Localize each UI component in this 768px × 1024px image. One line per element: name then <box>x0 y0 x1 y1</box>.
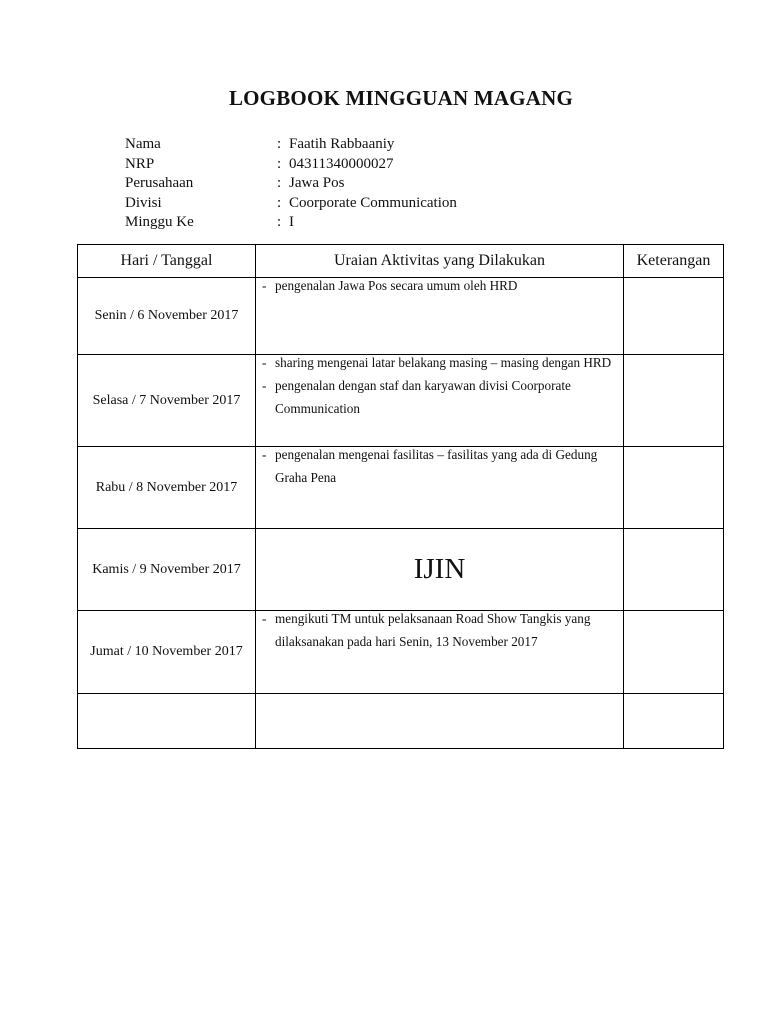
day-cell: Selasa / 7 November 2017 <box>78 355 256 447</box>
activity-cell <box>256 694 624 749</box>
activity-item <box>262 274 619 297</box>
info-colon: : <box>277 175 282 191</box>
intern-info <box>125 135 457 233</box>
activity-text: mengikuti TM untuk pelaksanaan Road Show Tangkis yang dilaksanakan pada hari Senin, 13 November 2017 <box>275 611 591 649</box>
status-ijin: IJIN <box>256 529 624 611</box>
activity-cell <box>256 447 624 529</box>
activity-cell <box>256 611 624 694</box>
day-cell: Jumat / 10 November 2017 <box>78 611 256 694</box>
table-row <box>78 278 724 355</box>
info-value-divisi: Coorporate Communication <box>289 194 457 211</box>
note-cell <box>624 278 724 355</box>
day-cell: Rabu / 8 November 2017 <box>78 447 256 529</box>
activity-text: pengenalan mengenai fasilitas – fasilitas yang ada di Gedung Graha Pena <box>275 447 598 485</box>
activity-cell <box>256 355 624 447</box>
info-row-minggu <box>125 213 457 233</box>
table-row-empty <box>78 694 724 749</box>
header-uraian: Uraian Aktivitas yang Dilakukan <box>256 245 624 278</box>
table-row <box>78 529 724 611</box>
note-cell <box>624 694 724 749</box>
dash: - <box>262 447 267 462</box>
dash: - <box>262 278 267 293</box>
table-header-row <box>78 245 724 278</box>
logbook-table <box>77 244 724 749</box>
document-title: LOGBOOK MINGGUAN MAGANG <box>228 86 574 110</box>
activity-text: sharing mengenai latar belakang masing – masing dengan HRD <box>275 355 612 370</box>
note-cell <box>624 355 724 447</box>
info-label: Perusahaan <box>125 175 194 191</box>
info-row-nrp <box>125 155 457 175</box>
info-value-nrp: 04311340000027 <box>289 155 394 172</box>
day-cell: Senin / 6 November 2017 <box>78 278 256 355</box>
activity-text: pengenalan Jawa Pos secara umum oleh HRD <box>275 278 518 293</box>
activity-item <box>262 443 619 489</box>
info-label: NRP <box>125 155 155 172</box>
dash: - <box>262 611 267 626</box>
info-colon: : <box>277 214 282 230</box>
day-cell: Kamis / 9 November 2017 <box>78 529 256 611</box>
activity-cell <box>256 278 624 355</box>
info-label: Nama <box>125 136 161 152</box>
info-colon: : <box>277 194 282 211</box>
info-row-divisi <box>125 194 457 214</box>
dash: - <box>262 355 267 370</box>
activity-item <box>262 351 619 374</box>
day-cell <box>78 694 256 749</box>
activity-text: pengenalan dengan staf dan karyawan divisi Coorporate Communication <box>275 378 571 416</box>
info-value-nama: Faatih Rabbaaniy <box>289 136 395 152</box>
note-cell <box>624 447 724 529</box>
note-cell <box>624 611 724 694</box>
table-row <box>78 447 724 529</box>
info-row-nama <box>125 135 457 155</box>
info-row-perusahaan <box>125 174 457 194</box>
activity-item <box>262 374 619 420</box>
info-label: Minggu Ke <box>125 214 194 230</box>
table-row <box>78 611 724 694</box>
dash: - <box>262 378 267 393</box>
header-hari: Hari / Tanggal <box>78 245 256 278</box>
header-keterangan: Keterangan <box>624 245 724 278</box>
info-value-minggu: I <box>289 214 294 230</box>
info-colon: : <box>277 136 282 152</box>
table-row <box>78 355 724 447</box>
info-colon: : <box>277 155 282 172</box>
note-cell <box>624 529 724 611</box>
info-value-perusahaan: Jawa Pos <box>289 175 345 191</box>
activity-item <box>262 607 619 653</box>
info-label: Divisi <box>125 194 162 211</box>
